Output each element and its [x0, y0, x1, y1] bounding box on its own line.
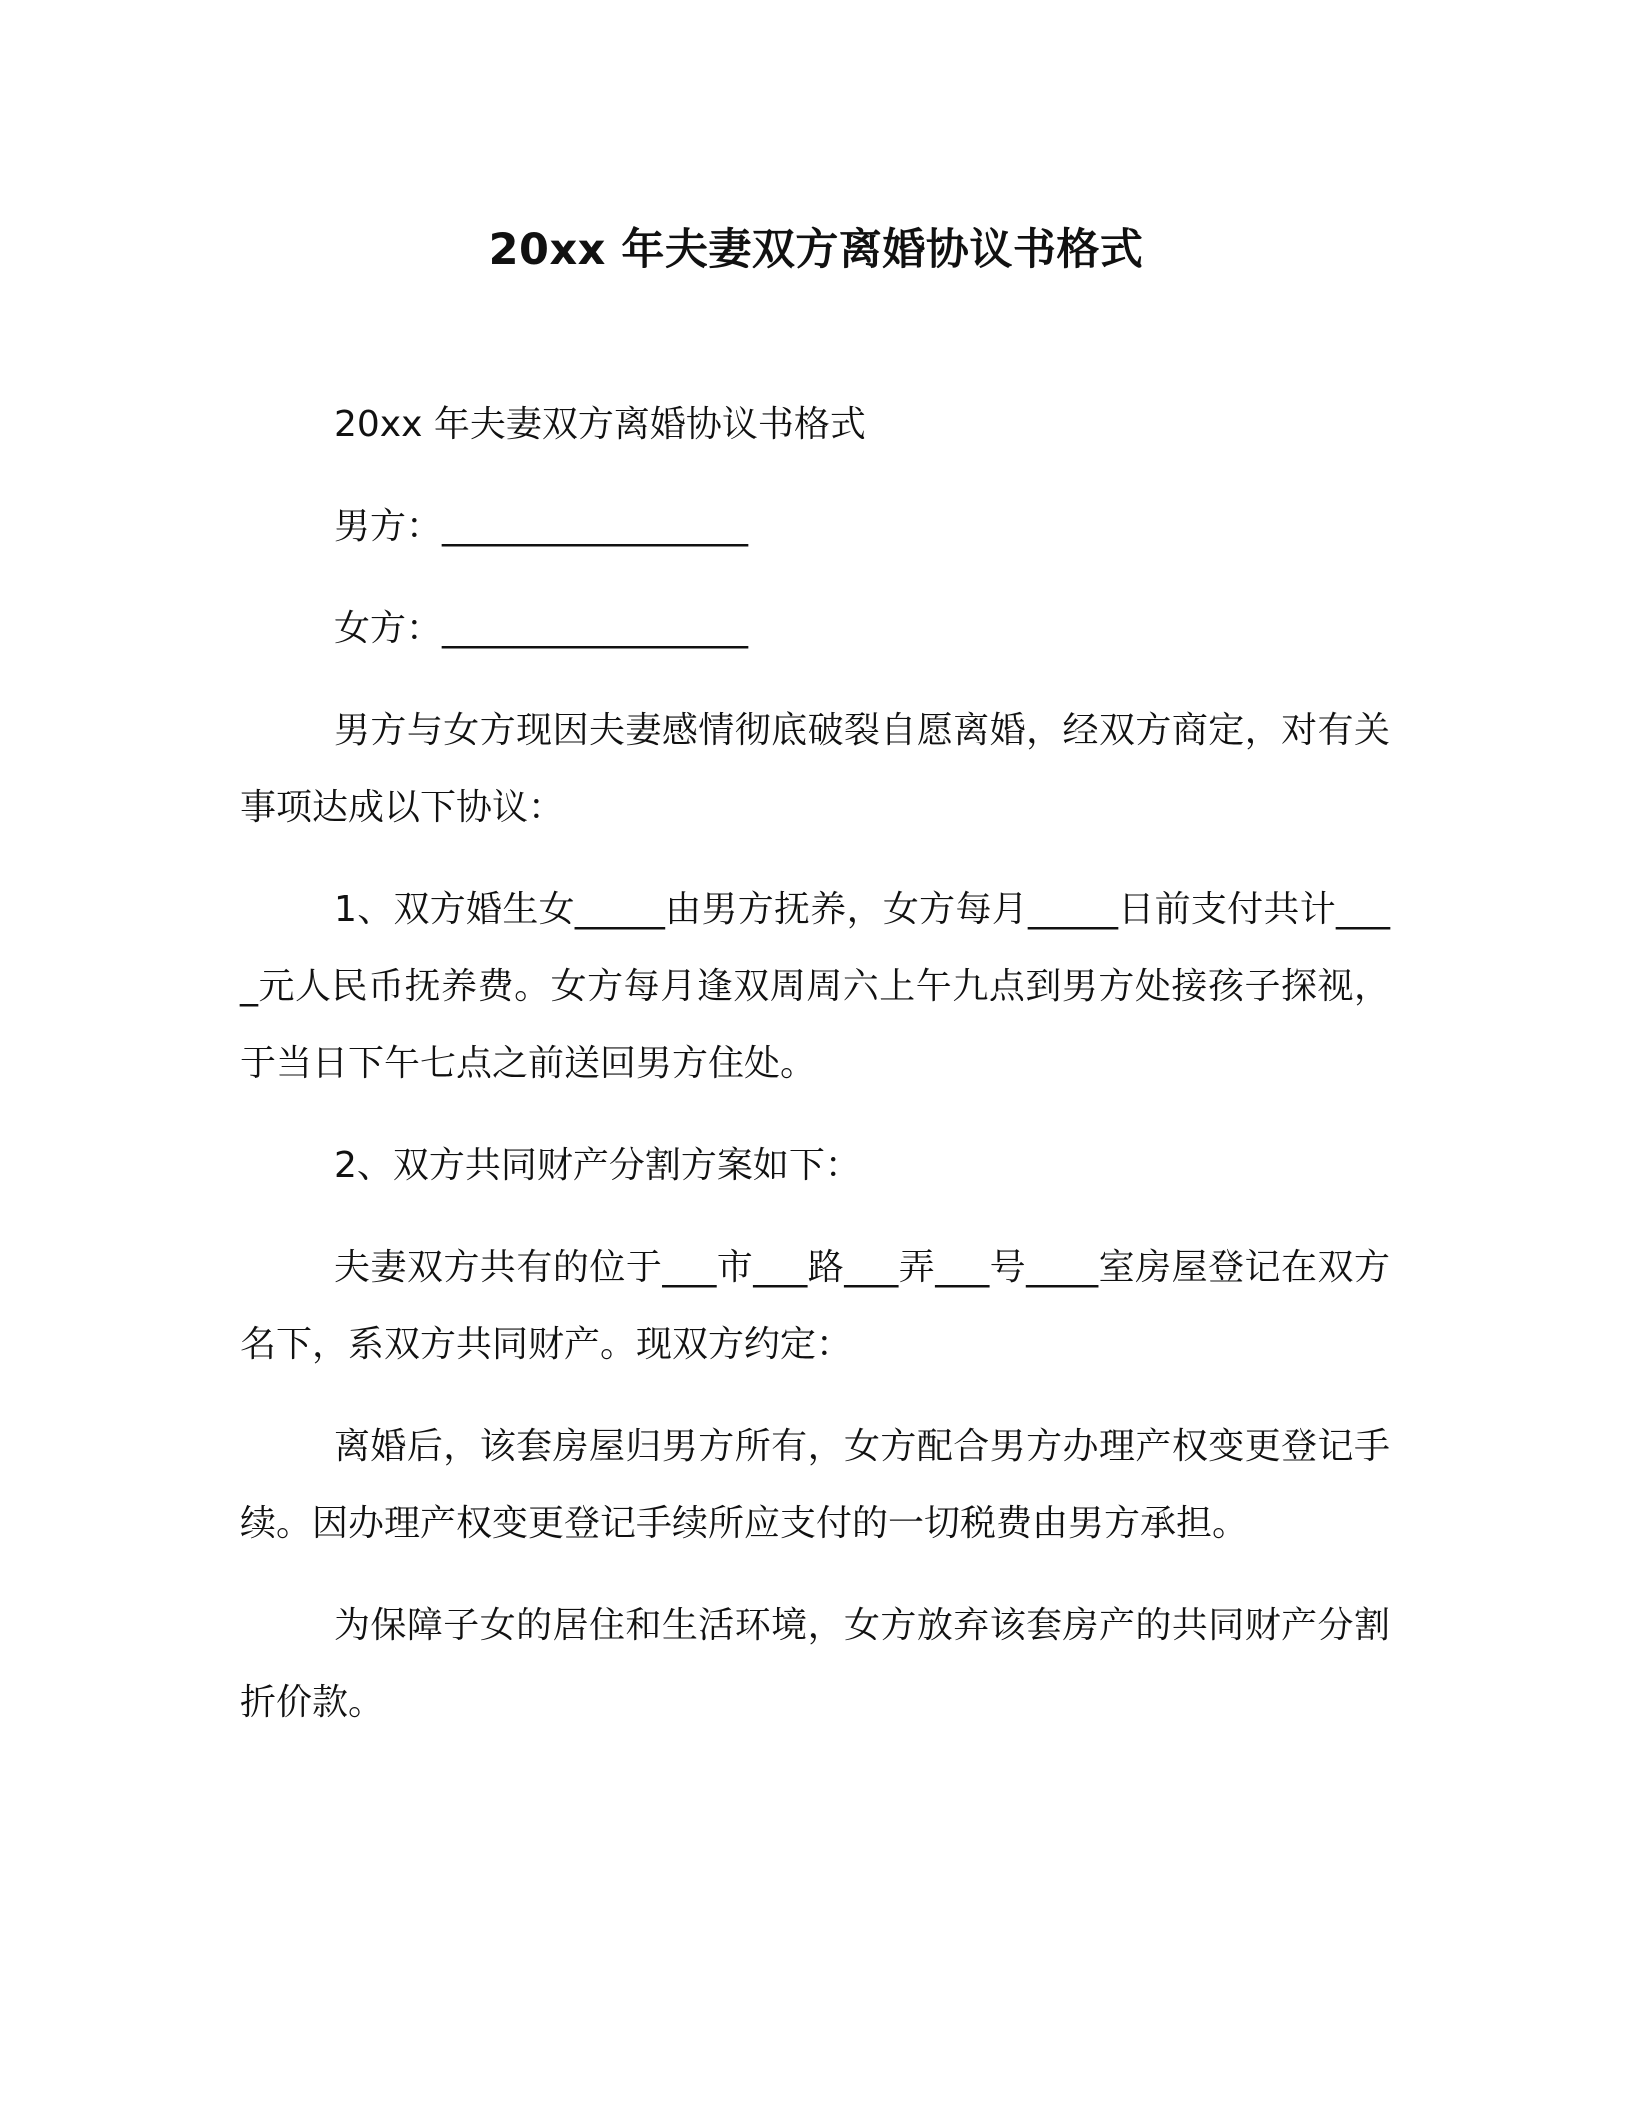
- intro-paragraph: 男方与女方现因夫妻感情彻底破裂自愿离婚，经双方商定，对有关事项达成以下协议：: [240, 710, 1390, 828]
- male-party-line: 男方：_________________: [334, 506, 749, 547]
- waiver-paragraph: 为保障子女的居住和生活环境，女方放弃该套房产的共同财产分割折价款。: [240, 1605, 1390, 1723]
- subtitle-paragraph: 20xx 年夫妻双方离婚协议书格式: [334, 404, 866, 445]
- clause-1-paragraph: 1、双方婚生女_____由男方抚养，女方每月_____日前支付共计____元人民币抚养费。女方每月逢双周周六上午九点到男方处接孩子探视，于当日下午七点之前送回男方住处。: [240, 889, 1390, 1084]
- property-paragraph: 夫妻双方共有的位于___市___路___弄___号____室房屋登记在双方名下，系双方共同财产。现双方约定：: [240, 1247, 1390, 1365]
- document-body: [240, 386, 1390, 1766]
- after-divorce-paragraph: 离婚后，该套房屋归男方所有，女方配合男方办理产权变更登记手续。因办理产权变更登记手续所应支付的一切税费由男方承担。: [240, 1426, 1390, 1544]
- clause-2-heading: 2、双方共同财产分割方案如下：: [334, 1145, 861, 1186]
- female-party-line: 女方：_________________: [334, 608, 749, 649]
- document-title: 20xx 年夫妻双方离婚协议书格式: [488, 225, 1144, 275]
